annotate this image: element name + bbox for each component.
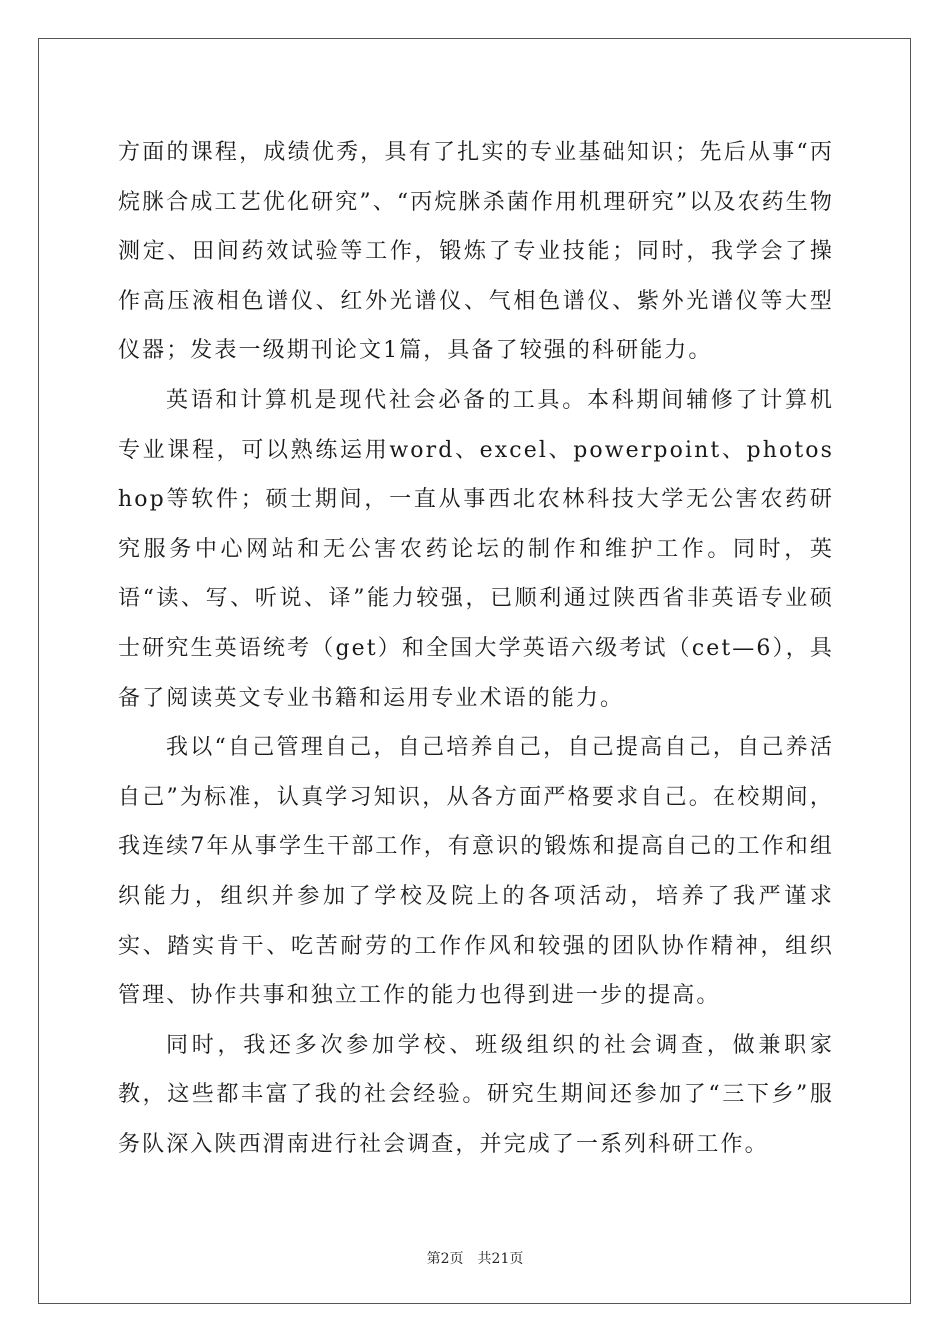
- page-number: 第2页: [426, 1251, 464, 1267]
- page-total: 共21页: [477, 1251, 524, 1267]
- paragraph-2: 英语和计算机是现代社会必备的工具。本科期间辅修了计算机专业课程，可以熟练运用word、excel、powerpoint、photoshop等软件；硕士期间，一直从事西北农林科技大学无公害农药研究服务中心网站和无公害农药论坛的制作和维护工作。同时，英语“读、写、听说、译”能力较强，已顺利通过陕西省非英语专业硕士研究生英语统考（get）和全国大学英语六级考试（cet—6），具备了阅读英文专业书籍和运用专业术语的能力。: [118, 387, 834, 711]
- paragraph-1: 方面的课程，成绩优秀，具有了扎实的专业基础知识；先后从事“丙烷脒合成工艺优化研究”、“丙烷脒杀菌作用机理研究”以及农药生物测定、田间药效试验等工作，锻炼了专业技能；同时，我学会了操作高压液相色谱仪、红外光谱仪、气相色谱仪、紫外光谱仪等大型仪器；发表一级期刊论文1篇，具备了较强的科研能力。: [118, 140, 834, 364]
- document-body: [118, 128, 834, 1169]
- page-footer: [0, 1248, 950, 1268]
- paragraph-3: 我以“自己管理自己，自己培养自己，自己提高自己，自己养活自己”为标准，认真学习知识，从各方面严格要求自己。在校期间，我连续7年从事学生干部工作，有意识的锻炼和提高自己的工作和组织能力，组织并参加了学校及院上的各项活动，培养了我严谨求实、踏实肯干、吃苦耐劳的工作作风和较强的团队协作精神，组织管理、协作共事和独立工作的能力也得到进一步的提高。: [118, 735, 834, 1009]
- paragraph-4: 同时，我还多次参加学校、班级组织的社会调查，做兼职家教，这些都丰富了我的社会经验。研究生期间还参加了“三下乡”服务队深入陕西渭南进行社会调查，并完成了一系列科研工作。: [118, 1032, 834, 1157]
